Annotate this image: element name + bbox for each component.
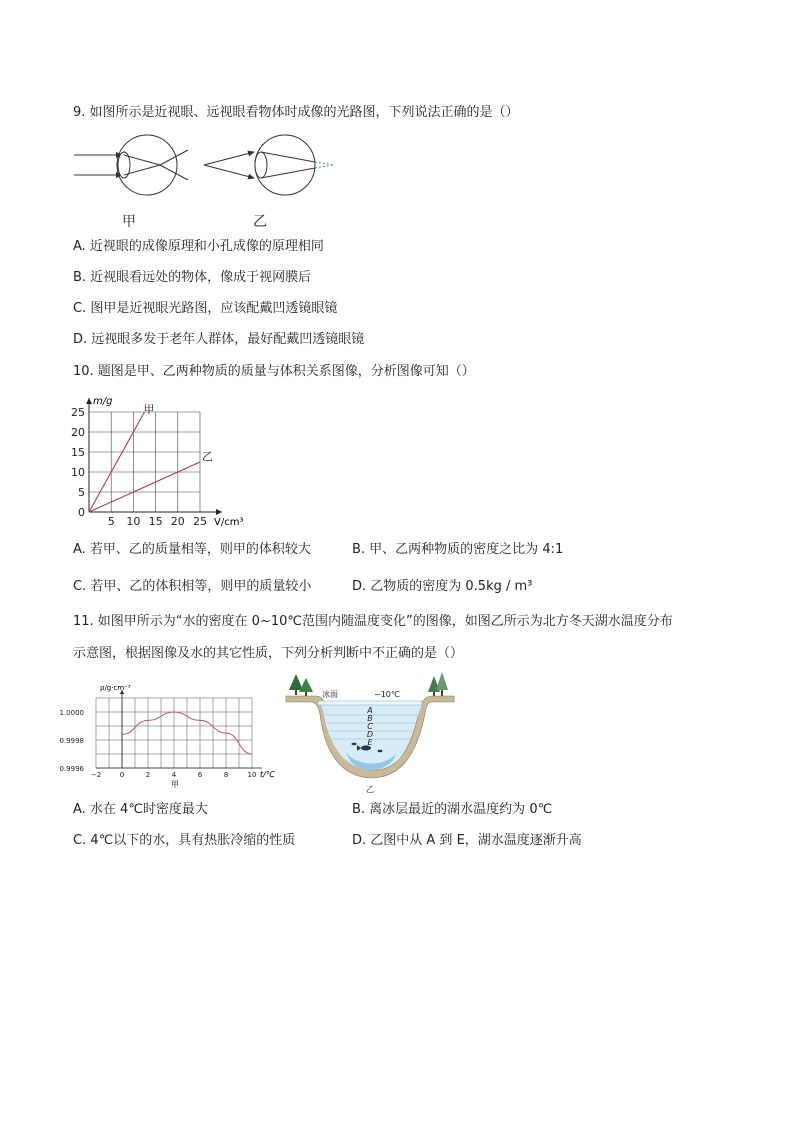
q10-option-c: C. 若甲、乙的体积相等，则甲的质量较小	[73, 579, 312, 594]
layer-label-a: A	[367, 706, 373, 715]
layer-label-c: C	[367, 722, 373, 731]
q9-eye-diagram	[72, 140, 342, 232]
q9-option-c: C. 图甲是近视眼光路图，应该配戴凹透镜眼镜	[73, 301, 338, 316]
q11-ylabel: ρ/g·cm⁻³	[100, 684, 131, 692]
q10-series	[89, 403, 213, 512]
series-line-yi	[89, 462, 200, 512]
q10-ylabel: m/g	[93, 396, 113, 407]
x-tick-label: 6	[197, 771, 203, 779]
eye-yi	[204, 135, 334, 195]
q10-option-b: B. 甲、乙两种物质的密度之比为 4:1	[352, 542, 564, 557]
tree-right-icon	[428, 672, 448, 697]
q11-stem-line1: 11. 如图甲所示为“水的密度在 0~10℃范围内随温度变化”的图像，如图乙所示为北方冬天湖水温度分布	[73, 614, 673, 629]
q10-xlabel: V/cm³	[214, 517, 244, 528]
x-tick-label: 10	[126, 515, 141, 528]
q11-ticks	[60, 709, 257, 779]
layer-label-b: B	[367, 714, 373, 723]
eye-jia	[74, 135, 188, 195]
y-tick-label: 0.9996	[59, 765, 84, 773]
q10-ticks	[71, 406, 207, 528]
tree-left-icon	[289, 674, 313, 696]
series-label: 乙	[202, 450, 213, 463]
fig-label-jia: 甲	[122, 214, 136, 230]
q11-lake-diagram	[286, 670, 456, 798]
x-tick-label: 8	[223, 771, 229, 779]
fig-label-yi: 乙	[253, 214, 267, 230]
q11-option-d: D. 乙图中从 A 到 E，湖水温度逐渐升高	[352, 833, 582, 848]
x-tick-label: 20	[170, 515, 185, 528]
x-tick-label: 15	[148, 515, 163, 528]
q11-density-chart	[59, 680, 288, 790]
q9-option-a: A. 近视眼的成像原理和小孔成像的原理相同	[73, 239, 324, 254]
y-tick-label: 0	[78, 506, 85, 519]
x-tick-label: 5	[107, 515, 115, 528]
temp-label: −10℃	[374, 690, 400, 699]
q9-option-b: B. 近视眼看远处的物体，像成于视网膜后	[73, 270, 312, 285]
series-line-jia	[89, 412, 145, 512]
ice-layer	[318, 701, 422, 705]
y-tick-label: 1.0000	[59, 709, 84, 717]
q11-stem-line2: 示意图，根据图像及水的其它性质，下列分析判断中不正确的是（）	[73, 646, 464, 661]
q10-chart	[70, 392, 260, 528]
q10-option-d: D. 乙物质的密度为 0.5kg / m³	[352, 579, 533, 594]
q9-option-d: D. 远视眼多发于老年人群体，最好配戴凹透镜眼镜	[73, 332, 365, 347]
x-tick-label: 25	[193, 515, 207, 528]
y-axis-arrow	[86, 398, 92, 404]
q11-option-a: A. 水在 4℃时密度最大	[73, 802, 208, 817]
x-tick-label: 10	[247, 771, 257, 779]
y-tick-label: 25	[71, 406, 85, 419]
q10-option-a: A. 若甲、乙的质量相等，则甲的体积较大	[73, 542, 311, 557]
q11-option-c: C. 4℃以下的水，具有热胀冷缩的性质	[73, 833, 296, 848]
layer-label-d: D	[366, 730, 374, 739]
lake-caption: 乙	[366, 785, 374, 794]
y-tick-label: 20	[71, 426, 85, 439]
y-tick-label: 10	[71, 466, 85, 479]
q10-stem: 10. 题图是甲、乙两种物质的质量与体积关系图像，分析图像可知（）	[73, 364, 475, 379]
ice-label: 冰面	[322, 690, 338, 699]
x-tick-label: 4	[171, 771, 177, 779]
q11-xlabel: t/℃	[260, 770, 275, 779]
y-tick-label: 0.9998	[59, 737, 84, 745]
q11-option-b: B. 离冰层最近的湖水温度约为 0℃	[352, 802, 553, 817]
y-tick-label: 5	[78, 486, 85, 499]
x-axis-arrow	[216, 509, 222, 515]
x-tick-label: 2	[145, 771, 151, 779]
q11-grid	[96, 690, 262, 768]
q9-stem: 9. 如图所示是近视眼、远视眼看物体时成像的光路图，下列说法正确的是（）	[73, 105, 519, 120]
q11-caption: 甲	[171, 780, 179, 789]
series-label: 甲	[143, 403, 155, 416]
y-tick-label: 15	[71, 446, 85, 459]
layer-label-e: E	[367, 738, 373, 747]
x-tick-label: 0	[119, 771, 125, 779]
x-tick-label: −2	[90, 771, 102, 779]
